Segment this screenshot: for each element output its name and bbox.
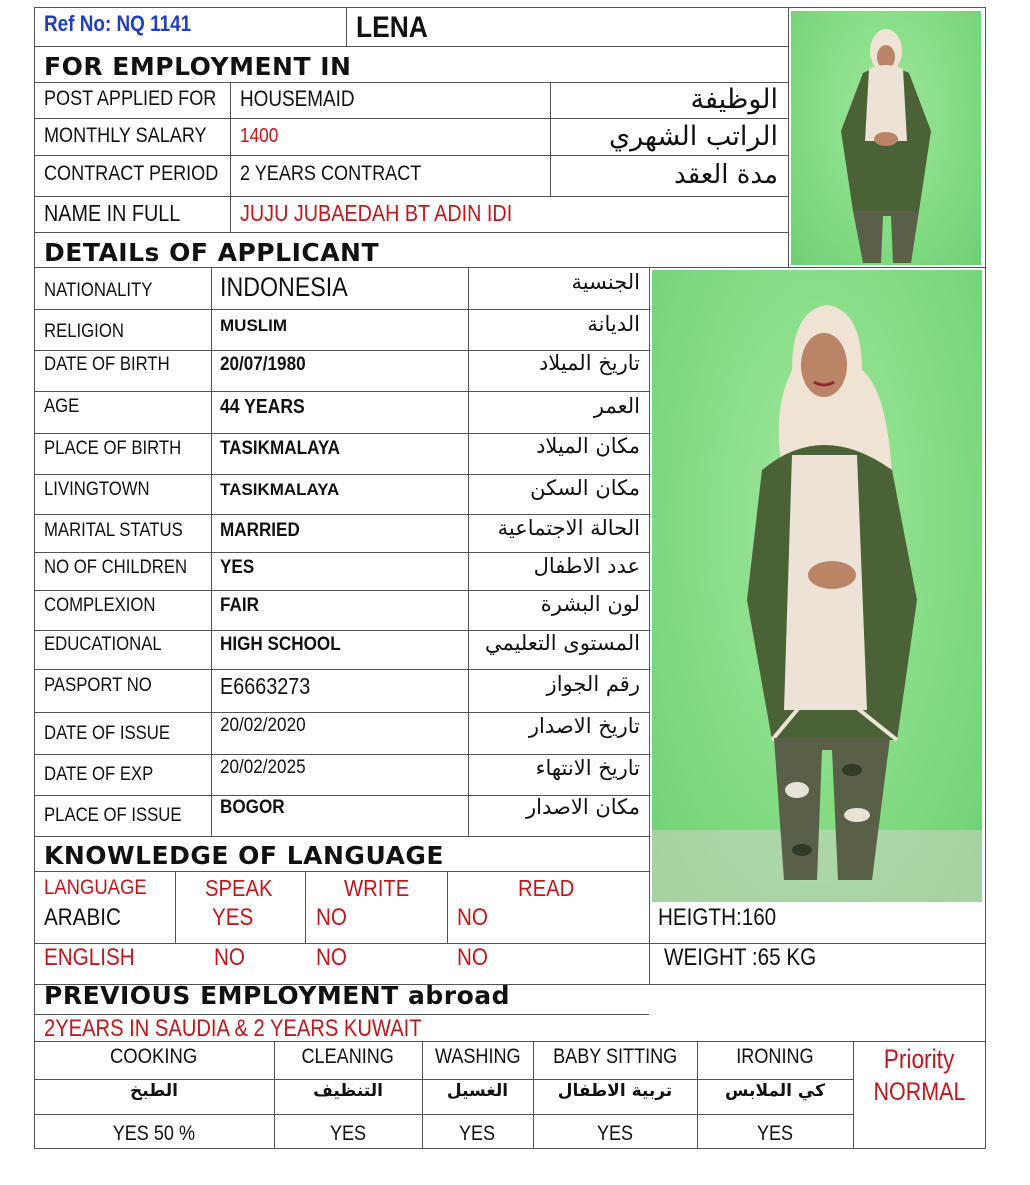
- skill-value-cleaning: YES: [329, 1122, 367, 1145]
- passport-arabic: رقم الجواز: [546, 672, 640, 696]
- arabic-read: NO: [457, 904, 488, 931]
- write-header: WRITE: [344, 875, 410, 901]
- skill-value-baby-sitting: YES: [596, 1122, 634, 1145]
- name-label: NAME IN FULL: [44, 200, 181, 226]
- language-header: LANGUAGE: [44, 876, 147, 899]
- english-write: NO: [316, 944, 347, 971]
- education-arabic: المستوى التعليمي: [484, 631, 640, 655]
- children-label: NO OF CHILDREN: [44, 557, 188, 578]
- post-label: POST APPLIED FOR: [44, 87, 217, 110]
- pob-value: TASIKMALAYA: [220, 438, 341, 459]
- livingtown-arabic: مكان السكن: [530, 476, 640, 500]
- education-value: HIGH SCHOOL: [220, 634, 341, 655]
- age-label: AGE: [44, 396, 80, 417]
- marital-arabic: الحالة الاجتماعية: [497, 516, 640, 540]
- ref-number: Ref No: NQ 1141: [44, 11, 192, 36]
- issue-place-value: BOGOR: [220, 797, 285, 818]
- skill-arabic-cooking: الطبخ: [130, 1081, 178, 1101]
- passport-value: E6663273: [220, 673, 311, 699]
- skill-arabic-ironing: كي الملابس: [725, 1081, 825, 1101]
- applicant-photo-small: [791, 11, 981, 265]
- skill-value-ironing: YES: [756, 1122, 794, 1145]
- children-value: YES: [220, 557, 255, 578]
- children-arabic: عدد الاطفال: [533, 554, 640, 578]
- skill-value-cooking: YES 50 %: [112, 1122, 196, 1145]
- religion-value: MUSLIM: [220, 316, 288, 335]
- dob-arabic: تاريخ الميلاد: [538, 351, 640, 375]
- language-row-arabic: ARABIC: [44, 904, 121, 931]
- nationality-arabic: الجنسية: [571, 270, 640, 294]
- previous-employment-value: 2YEARS IN SAUDIA & 2 YEARS KUWAIT: [44, 1015, 422, 1042]
- nationality-label: NATIONALITY: [44, 280, 153, 301]
- skill-arabic-baby-sitting: تربية الاطفال: [557, 1081, 673, 1101]
- exp-date-arabic: تاريخ الانتهاء: [535, 756, 640, 780]
- skill-header-cleaning: CLEANING: [301, 1045, 395, 1068]
- language-section-title: KNOWLEDGE OF LANGUAGE: [44, 841, 444, 870]
- skill-arabic-washing: الغسيل: [446, 1081, 509, 1101]
- skill-header-cooking: COOKING: [110, 1045, 198, 1068]
- contract-label: CONTRACT PERIOD: [44, 162, 219, 185]
- marital-value: MARRIED: [220, 520, 300, 541]
- speak-header: SPEAK: [205, 875, 273, 901]
- passport-label: PASPORT NO: [44, 675, 152, 696]
- skill-header-baby-sitting: BABY SITTING: [552, 1045, 678, 1068]
- pob-label: PLACE OF BIRTH: [44, 438, 182, 459]
- exp-date-label: DATE OF EXP: [44, 764, 154, 785]
- read-header: READ: [518, 875, 575, 901]
- exp-date-value: 20/02/2025: [220, 757, 306, 778]
- age-value: 44 YEARS: [220, 396, 305, 418]
- applicant-photo-large: [652, 270, 982, 902]
- contract-value: 2 YEARS CONTRACT: [240, 162, 422, 185]
- arabic-write: NO: [316, 904, 347, 931]
- post-value: HOUSEMAID: [240, 86, 355, 111]
- marital-label: MARITAL STATUS: [44, 520, 183, 541]
- details-section-title: DETAILs OF APPLICANT: [44, 238, 380, 267]
- age-arabic: العمر: [593, 394, 640, 418]
- issue-place-arabic: مكان الاصدار: [526, 795, 640, 819]
- complexion-arabic: لون البشرة: [540, 592, 640, 616]
- skill-value-washing: YES: [459, 1122, 496, 1145]
- english-read: NO: [457, 944, 488, 971]
- nationality-value: INDONESIA: [220, 272, 348, 302]
- salary-label: MONTHLY SALARY: [44, 124, 207, 147]
- salary-arabic: الراتب الشهري: [608, 121, 778, 152]
- full-name-value: JUJU JUBAEDAH BT ADIN IDI: [240, 200, 513, 226]
- livingtown-value: TASIKMALAYA: [220, 480, 340, 499]
- language-row-english: ENGLISH: [44, 944, 135, 971]
- issue-date-label: DATE OF ISSUE: [44, 723, 171, 744]
- religion-label: RELIGION: [44, 321, 124, 342]
- previous-section-title: PREVIOUS EMPLOYMENT abroad: [44, 981, 511, 1010]
- agent-name: LENA: [356, 11, 428, 44]
- livingtown-label: LIVINGTOWN: [44, 479, 150, 500]
- priority-value: NORMAL: [873, 1078, 965, 1106]
- pob-arabic: مكان الميلاد: [536, 434, 640, 458]
- applicant-figure-large: [652, 270, 982, 902]
- dob-value: 20/07/1980: [220, 354, 306, 375]
- complexion-label: COMPLEXION: [44, 595, 156, 616]
- religion-arabic: الديانة: [587, 312, 640, 336]
- issue-place-label: PLACE OF ISSUE: [44, 805, 182, 826]
- salary-value: 1400: [240, 125, 279, 147]
- skill-header-ironing: IRONING: [736, 1045, 814, 1068]
- arabic-speak: YES: [212, 904, 254, 931]
- skill-header-washing: WASHING: [434, 1045, 521, 1068]
- skill-arabic-cleaning: التنظيف: [313, 1081, 383, 1101]
- complexion-value: FAIR: [220, 595, 259, 616]
- height-value: HEIGTH:160: [658, 904, 777, 931]
- weight-value: WEIGHT :65 KG: [664, 944, 817, 971]
- priority-label: Priority: [883, 1044, 955, 1074]
- contract-arabic: مدة العقد: [674, 160, 778, 190]
- issue-date-arabic: تاريخ الاصدار: [528, 714, 640, 738]
- education-label: EDUCATIONAL: [44, 634, 162, 655]
- english-speak: NO: [214, 944, 245, 971]
- issue-date-value: 20/02/2020: [220, 715, 306, 736]
- employment-section-title: FOR EMPLOYMENT IN: [44, 52, 352, 81]
- applicant-figure-small: [791, 11, 981, 265]
- post-arabic: الوظيفة: [690, 84, 778, 115]
- dob-label: DATE OF BIRTH: [44, 354, 170, 375]
